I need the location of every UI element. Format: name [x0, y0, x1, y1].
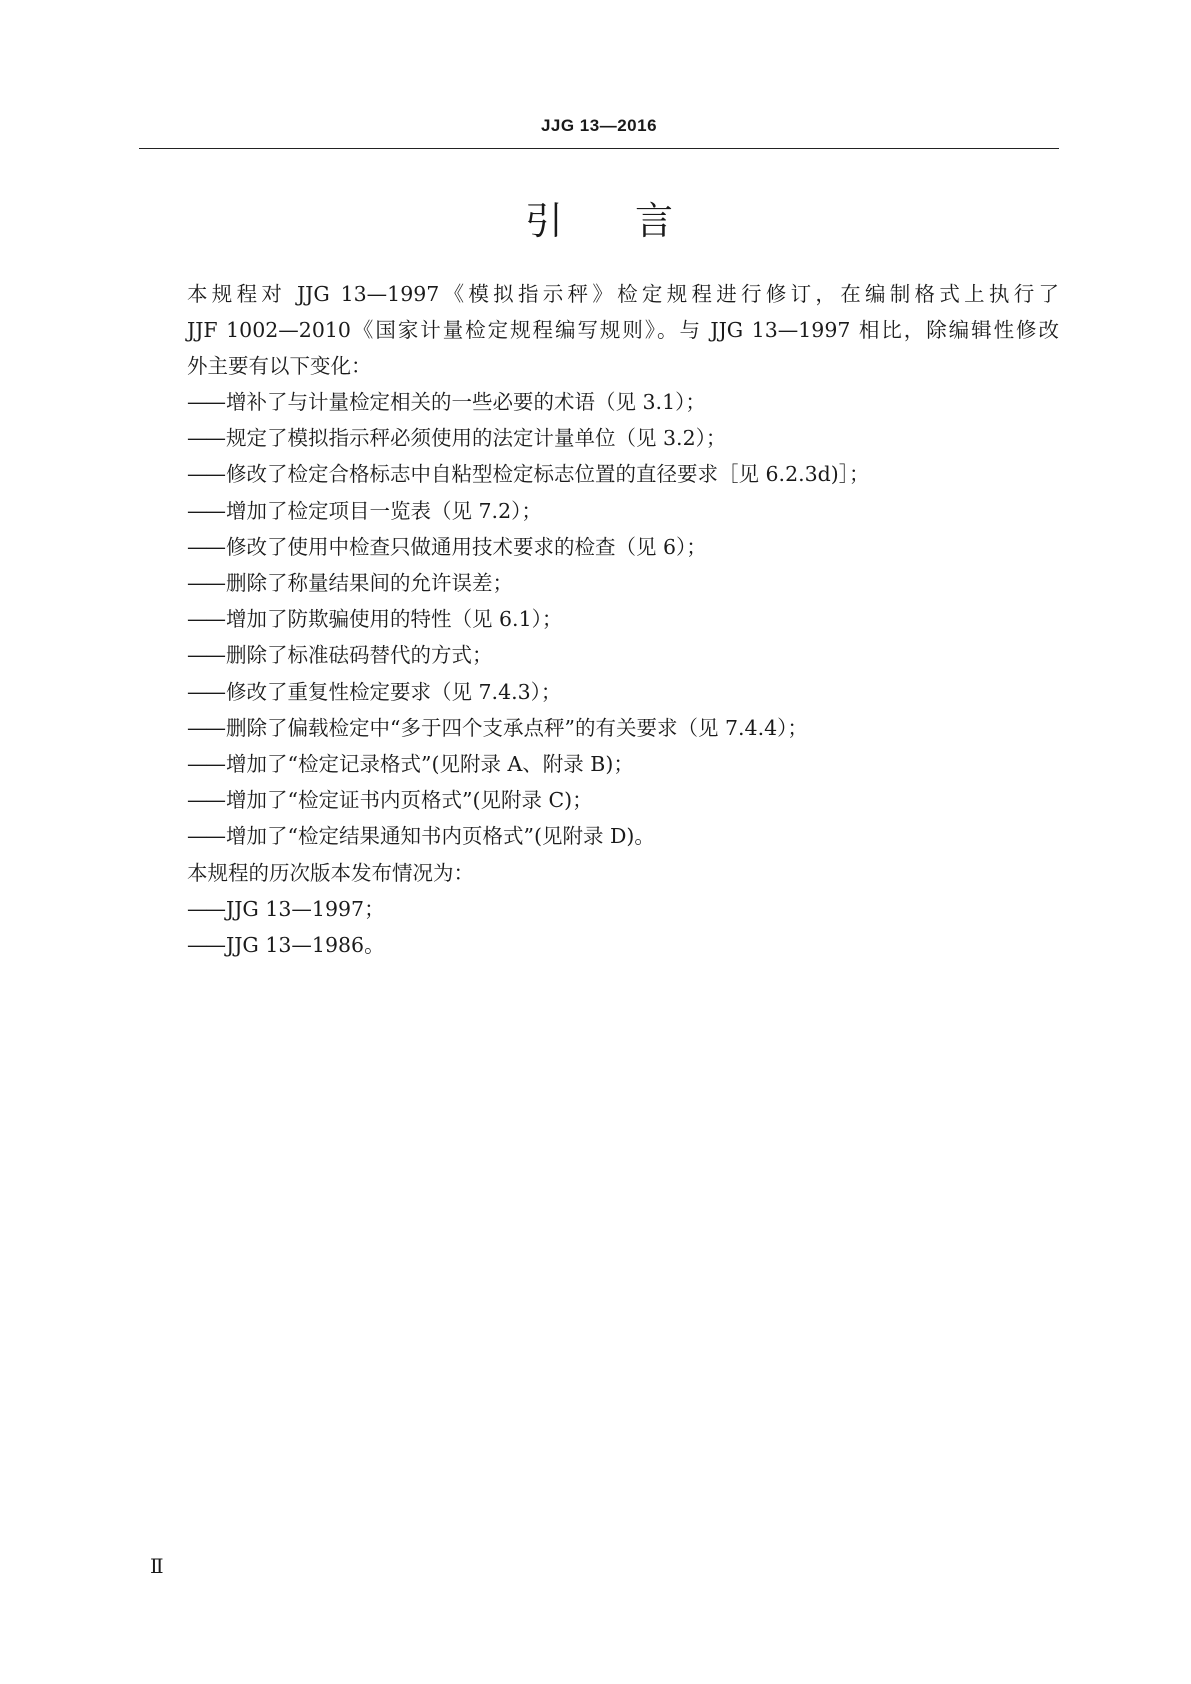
intro-paragraph	[139, 276, 1059, 384]
list-item	[187, 420, 1059, 456]
list-item	[187, 746, 1059, 782]
dash-marker: ——	[187, 426, 224, 451]
version-text: JJG 13—1986。	[226, 933, 385, 958]
header-rule	[139, 148, 1059, 149]
changes-list	[139, 384, 1059, 855]
dash-marker: ——	[187, 679, 224, 704]
intro-line: 本规程对 JJG 13—1997《模拟指示秤》检定规程进行修订，在编制格式上执行了	[187, 282, 1059, 306]
intro-line: JJF 1002—2010《国家计量检定规程编写规则》。与 JJG 13—1997 相比，除编辑性修改	[187, 318, 1059, 343]
running-header: JJG 13—2016	[540, 116, 658, 135]
dash-marker: ——	[187, 643, 224, 668]
intro-line: 外主要有以下变化：	[187, 354, 372, 379]
list-item-text: 增加了“检定记录格式”(见附录 A、附录 B)；	[226, 752, 634, 777]
dash-marker: ——	[187, 715, 224, 740]
list-item	[187, 927, 1059, 963]
list-item-text: 增加了检定项目一览表（见 7.2）；	[226, 498, 542, 523]
body-text	[139, 276, 1059, 963]
history-list	[139, 891, 1059, 963]
list-item	[187, 674, 1059, 710]
page-number: Ⅱ	[150, 1554, 164, 1578]
list-item-text: 增加了防欺骗使用的特性（见 6.1）；	[226, 607, 563, 632]
list-item-text: 规定了模拟指示秤必须使用的法定计量单位（见 3.2）；	[226, 426, 727, 451]
dash-marker: ——	[187, 896, 224, 921]
dash-marker: ——	[187, 462, 224, 487]
list-item	[187, 637, 1059, 673]
dash-marker: ——	[187, 788, 224, 813]
dash-marker: ——	[187, 498, 224, 523]
list-item-text: 增补了与计量检定相关的一些必要的术语（见 3.1）；	[226, 390, 706, 414]
list-item	[187, 891, 1059, 927]
list-item	[187, 710, 1059, 746]
dash-marker: ——	[187, 571, 224, 596]
list-item-text: 修改了检定合格标志中自粘型检定标志位置的直径要求［见 6.2.3d)］；	[226, 462, 870, 487]
list-item-text: 增加了“检定证书内页格式”(见附录 C)；	[226, 788, 593, 813]
list-item-text: 增加了“检定结果通知书内页格式”(见附录 D)。	[226, 824, 655, 849]
dash-marker: ——	[187, 824, 224, 849]
dash-marker: ——	[187, 534, 224, 559]
list-item-text: 删除了标准砝码替代的方式；	[226, 643, 493, 668]
list-item	[187, 818, 1059, 854]
history-intro: 本规程的历次版本发布情况为：	[187, 860, 474, 885]
dash-marker: ——	[187, 390, 224, 414]
list-item	[187, 565, 1059, 601]
list-item	[187, 601, 1059, 637]
list-item	[187, 782, 1059, 818]
list-item-text: 删除了称量结果间的允许误差；	[226, 571, 513, 596]
list-item-text: 修改了重复性检定要求（见 7.4.3）；	[226, 679, 562, 704]
dash-marker: ——	[187, 607, 224, 632]
list-item	[187, 384, 1059, 420]
version-text: JJG 13—1997；	[226, 896, 385, 921]
page-title: 引言	[524, 199, 745, 243]
list-item-text: 修改了使用中检查只做通用技术要求的检查（见 6）；	[226, 534, 707, 559]
dash-marker: ——	[187, 933, 224, 958]
list-item	[187, 529, 1059, 565]
dash-marker: ——	[187, 752, 224, 777]
list-item	[187, 493, 1059, 529]
list-item-text: 删除了偏载检定中“多于四个支承点秤”的有关要求（见 7.4.4）；	[226, 715, 808, 740]
list-item	[187, 456, 1059, 492]
